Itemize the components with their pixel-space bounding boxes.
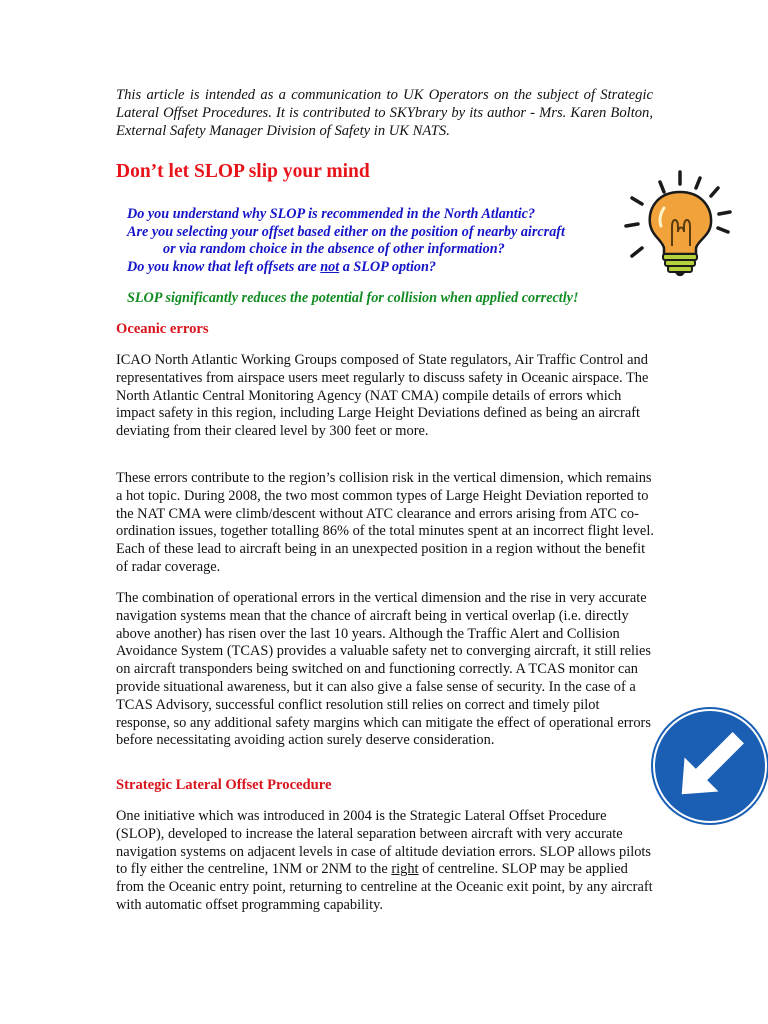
key-message: SLOP significantly reduces the potential for collision when applied correctly! — [127, 290, 579, 306]
intro-paragraph: This article is intended as a communication to UK Operators on the subject of Strategic Lateral Offset Procedures. It is contributed to SKYbrary by its author - Mrs. Karen Bolton, External Safety Manager Division of Safety in UK NATS. — [116, 87, 653, 139]
keep-right-sign-icon — [650, 706, 768, 826]
body-paragraph: The combination of operational errors in the vertical dimension and the rise in very accurate navigation systems mean that the chance of aircraft being in vertical overlap (i.e. directly above another) has risen over the last 10 years. Although the Traffic Alert and Collision Avoidance System (TCAS) provides a valuable safety net to converging aircraft, it still relies on aircraft transponders being switched on and functioning correctly. A TCAS monitor can provide situational awareness, but it can also give a false sense of security. In the case of a TCAS Advisory, successful conflict resolution still relies on correct and timely pilot response, so any additional safety margins which can mitigate the effect of operational errors before necessitating avoiding action surely deserve consideration. — [116, 590, 651, 749]
emphasis-not: not — [320, 258, 340, 275]
reader-questions — [127, 206, 565, 276]
question-item: Do you know that left offsets are not a SLOP option? — [127, 258, 437, 275]
question-item: Are you selecting your offset based either on the position of nearby aircraft — [127, 223, 565, 240]
body-paragraph: One initiative which was introduced in 2004 is the Strategic Lateral Offset Procedure (SLOP), developed to increase the lateral separation between aircraft with very accurate navigation systems on adjacent levels in case of altitude deviation errors. SLOP allows pilots to fly either the centreline, 1NM or 2NM to the right of centreline. SLOP may be applied from the Oceanic entry point, returning to centreline at the Oceanic exit point, by any aircraft with automatic offset programming capability. — [116, 808, 653, 913]
section-heading-slop: Strategic Lateral Offset Procedure — [116, 777, 332, 793]
section-heading-oceanic-errors: Oceanic errors — [116, 321, 209, 337]
emphasis-right: right — [391, 861, 419, 878]
article-title: Don’t let SLOP slip your mind — [116, 161, 370, 182]
question-item-continuation: or via random choice in the absence of other information? — [163, 241, 505, 257]
lightbulb-idea-icon — [618, 168, 748, 278]
body-paragraph: ICAO North Atlantic Working Groups composed of State regulators, Air Traffic Control and representatives from airspace users meet regularly to discuss safety in Oceanic airspace. The North Atlantic Central Monitoring Agency (NAT CMA) compile details of errors which impact safety in this region, including Large Height Deviations defined as being an aircraft deviating from their cleared level by 300 feet or more. — [116, 352, 649, 440]
body-paragraph: These errors contribute to the region’s collision risk in the vertical dimension, which remains a hot topic. During 2008, the two most common types of Large Height Deviation reported to the NAT CMA were climb/descent without ATC clearance and errors arising from ATC co-ordination issues, together totalling 86% of the total minutes spent at an incorrect flight level. Each of these lead to aircraft being in an unexpected position in a region without the benefit of radar coverage. — [116, 470, 654, 575]
question-item: Do you understand why SLOP is recommended in the North Atlantic? — [127, 206, 536, 222]
